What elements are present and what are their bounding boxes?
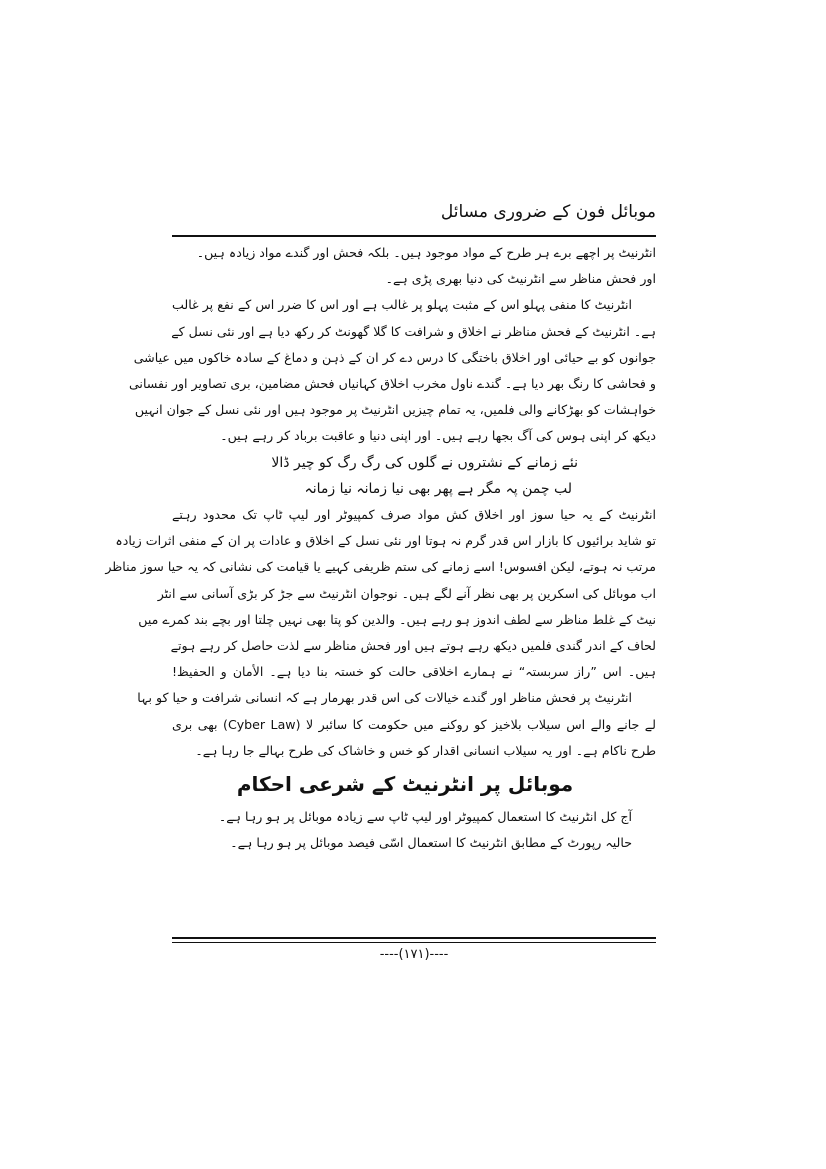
text-line: انٹرنیٹ کا منفی پہلو اس کے مثبت پہلو پر غالب ہے اور اس کا ضرر اس کے نفع پر غالب [172,297,632,313]
text-line: انٹرنیٹ پر فحش مناظر اور گندے خیالات کی اس قدر بھرمار ہے کہ انسانی شرافت و حیا کو بہا [137,690,632,706]
header-rule [172,235,656,237]
text-line: آج کل انٹرنیٹ کا استعمال کمپیوٹر اور لیپ ٹاپ سے زیادہ موبائل پر ہو رہا ہے۔ [218,809,632,825]
text-line: اور فحش مناظر سے انٹرنیٹ کی دنیا بھری پڑی ہے۔ [385,271,656,287]
page-number: ----(۱۷۱)---- [379,947,449,962]
section-heading: موبائل پر انٹرنیٹ کے شرعی احکام [236,772,574,797]
footer-rule-thin [172,942,656,943]
verse-line: نئے زمانے کے نشتروں نے گلوں کی رگ رگ کو چیر ڈالا [271,454,578,471]
text-line: حالیہ رپورٹ کے مطابق انٹرنیٹ کا استعمال اسّی فیصد موبائل پر ہو رہا ہے۔ [230,835,632,851]
text-line: خواہشات کو بھڑکانے والی فلمیں، یہ تمام چیزیں انٹرنیٹ پر موجود ہیں اور نئی نسل کے جوان انہیں [134,402,656,418]
text-line: ہے۔ انٹرنیٹ کے فحش مناظر نے اخلاق و شرافت کا گلا گھونٹ کر رکھ دیا ہے اور نئی نسل کے [171,323,656,339]
text-line: نیٹ کے غلط مناظر سے لطف اندوز ہو رہے ہیں۔ والدین کو پتا بھی نہیں چلتا اور بچے بند کمرے میں [138,611,656,627]
text-line: لے جانے والے اس سیلاب بلاخیز کو روکنے میں حکومت کا سائبر لا (Cyber Law) بھی بری [172,716,656,732]
text-line: لحاف کے اندر گندی فلمیں دیکھ رہے ہوتے ہیں اور فحش مناظر سے لذت حاصل کر رہے ہوتے [170,638,656,654]
text-line: و فحاشی کا رنگ بھر دیا ہے۔ گندے ناول مخرب اخلاق کہانیاں فحش مضامین، بری تصاویر اور نفسانی [128,376,656,392]
text-line: جوانوں کو بے حیائی اور اخلاق باختگی کا درس دے کر ان کے ذہن و دماغ کے سادہ خاکوں میں عیاشی [133,349,656,365]
text-line: طرح ناکام ہے۔ اور یہ سیلاب انسانی اقدار کو خس و خاشاک کی طرح بہالے جا رہا ہے۔ [195,742,656,758]
footer-rule [172,937,656,939]
text-line: مرتب نہ ہوتے، لیکن افسوس! اسے زمانے کی ستم ظریفی کہیے یا قیامت کی نشانی کہ یہ حیا سوز مناظر [105,559,656,575]
verse-line: لب چمن پہ مگر ہے پھر بھی نیا زمانہ نیا زمانہ [304,480,572,497]
text-line: دیکھ کر اپنی ہوس کی آگ بجھا رہے ہیں۔ اور اپنی دنیا و عاقبت برباد کر رہے ہیں۔ [220,428,656,444]
running-header: موبائل فون کے ضروری مسائل [440,202,656,222]
body-text [105,240,656,856]
text-line: تو شاید برائیوں کا بازار اس قدر گرم نہ ہوتا اور نئی نسل کے اخلاق و عادات پر ان کے منفی اثرات زیادہ [115,533,656,549]
text-line: اب موبائل کی اسکرین پر بھی نظر آنے لگے ہیں۔ نوجوان انٹرنیٹ سے جڑ کر بڑی آسانی سے انٹر [157,585,656,601]
text-line: ہیں۔ اس ”راز سربستہ“ نے ہمارے اخلاقی حالت کو خستہ بنا دیا ہے۔ الأمان و الحفیظ! [172,664,656,680]
text-line: انٹرنیٹ پر اچھے برے ہر طرح کے مواد موجود ہیں۔ بلکہ فحش اور گندے مواد زیادہ ہیں۔ [196,245,656,260]
text-line: انٹرنیٹ کے یہ حیا سوز اور اخلاق کش مواد صرف کمپیوٹر اور لیپ ٹاپ تک محدود رہتے [172,507,656,523]
